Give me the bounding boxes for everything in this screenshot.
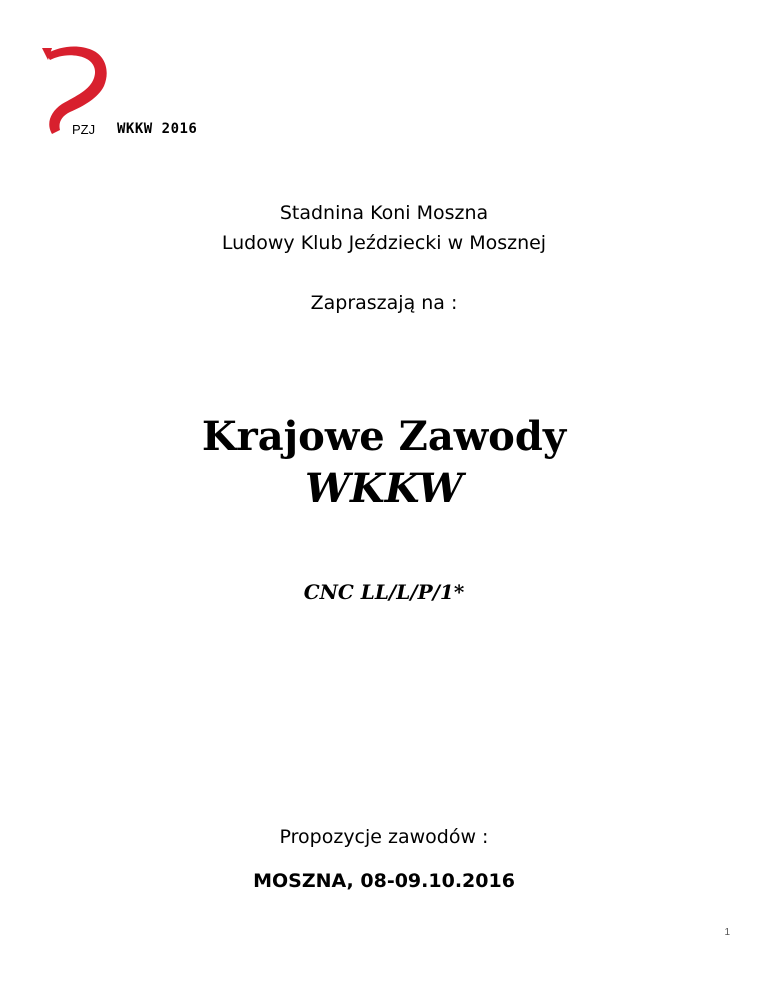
title-line-2: WKKW bbox=[305, 465, 463, 512]
organizer-line-1: Stadnina Koni Moszna bbox=[279, 202, 489, 224]
competition-classes: CNC LL/L/P/1* bbox=[303, 580, 465, 604]
title-line-1: Krajowe Zawody bbox=[201, 413, 567, 460]
place-and-date: MOSZNA, 08-09.10.2016 bbox=[253, 870, 515, 892]
header-year-label: WKKW 2016 bbox=[117, 121, 198, 137]
page-number: 1 bbox=[724, 927, 730, 938]
pzj-logo bbox=[38, 42, 116, 138]
logo-swoosh-shape bbox=[46, 47, 107, 134]
propositions-heading: Propozycje zawodów : bbox=[279, 826, 489, 848]
organizer-line-2: Ludowy Klub Jeździecki w Mosznej bbox=[221, 232, 547, 254]
logo-text: PZJ bbox=[72, 122, 96, 137]
invite-text: Zapraszają na : bbox=[310, 292, 458, 314]
